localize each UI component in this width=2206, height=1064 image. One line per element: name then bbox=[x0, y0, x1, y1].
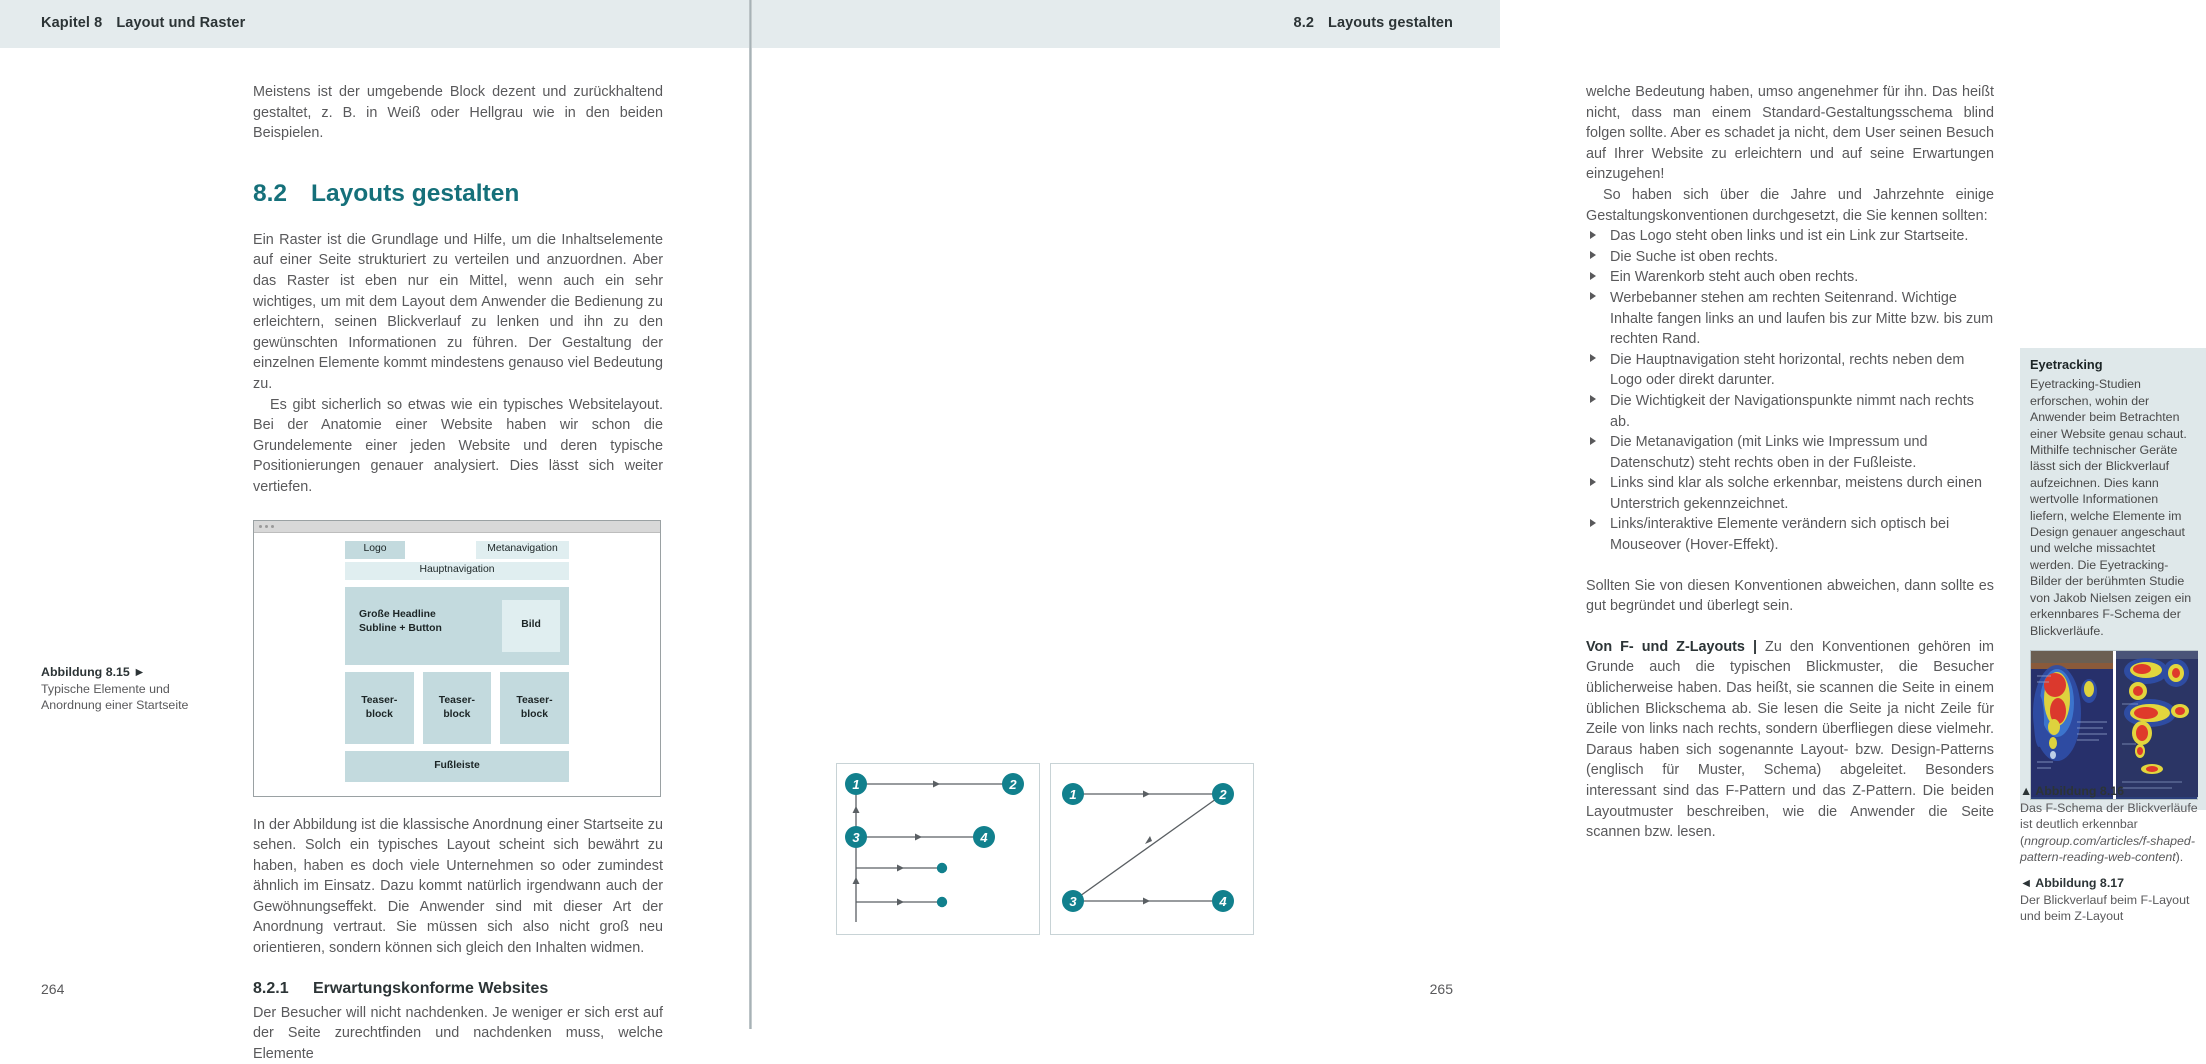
left-paragraph-2: Es gibt sicherlich so etwas wie ein typisches Websitelayout. Bei der Anatomie einer Website haben wir schon die Grundelemente einer jeden Website und deren typische Positionierungen genauer analysiert. Dies lässt sich weiter vertiefen. bbox=[253, 396, 663, 495]
svg-text:3: 3 bbox=[1069, 894, 1077, 909]
list-item bbox=[1586, 473, 1994, 514]
bullet-triangle-icon bbox=[1590, 272, 1596, 280]
mockup-footer-block: Fußleiste bbox=[345, 751, 569, 782]
list-item-label: Die Suche ist oben rechts. bbox=[1610, 248, 1778, 265]
left-page-number: 264 bbox=[41, 981, 65, 997]
window-dot-icon bbox=[265, 525, 268, 528]
mockup-teaser-3-text bbox=[516, 694, 552, 721]
eyetracking-heatmap-image bbox=[2030, 650, 2198, 800]
list-item bbox=[1586, 350, 1994, 391]
list-item-label: Das Logo steht oben links und ist ein Link zur Startseite. bbox=[1610, 228, 1969, 245]
svg-text:2: 2 bbox=[1009, 777, 1017, 792]
figure-8-17-caption bbox=[2020, 875, 2206, 925]
browser-mockup bbox=[253, 520, 661, 797]
left-running-head-text bbox=[41, 15, 245, 31]
mockup-logo-block: Logo bbox=[345, 541, 405, 559]
f-pattern-end-dot bbox=[937, 863, 947, 873]
list-item bbox=[1586, 247, 1994, 268]
left-running-head bbox=[0, 0, 750, 48]
subsection-heading-number: 8.2.1 bbox=[253, 979, 289, 997]
figure-8-15-caption-text: Typische Elemente und Anordnung einer Startseite bbox=[41, 681, 189, 712]
mockup-header-row bbox=[345, 541, 569, 559]
f-pattern-end-dot bbox=[937, 897, 947, 907]
figure-8-15-caption bbox=[41, 664, 227, 714]
mockup-teaser-1-line2: block bbox=[365, 708, 393, 720]
left-running-head-chapter: Kapitel 8 bbox=[41, 15, 103, 31]
figure-8-16-caption-before: Das F-Schema der Blickverläufe ist deutlich erkennbar ( bbox=[2020, 800, 2198, 848]
figure-8-16-caption-source: nngroup.com/articles/f-shaped-pattern-reading-web-content bbox=[2020, 833, 2195, 864]
bullet-triangle-icon bbox=[1590, 251, 1596, 259]
section-heading-number: 8.2 bbox=[253, 179, 288, 207]
figure-8-17-caption-text: Der Blickverlauf beim F-Layout und beim Z-Layout bbox=[2020, 892, 2190, 923]
figure-8-16-caption-after: ). bbox=[2175, 850, 2184, 864]
right-running-head-text bbox=[1294, 15, 1453, 31]
f-pattern-marker-3 bbox=[845, 826, 867, 848]
svg-text:3: 3 bbox=[852, 830, 860, 845]
svg-text:4: 4 bbox=[1219, 894, 1227, 909]
mockup-hero-block bbox=[345, 587, 569, 665]
mockup-hero-image-block: Bild bbox=[502, 600, 560, 652]
f-pattern-marker-4 bbox=[973, 826, 995, 848]
bullet-triangle-icon bbox=[1590, 519, 1596, 527]
left-intro-paragraph: Meistens ist der umgebende Block dezent und zurückhaltend gestaltet, z. B. in Weiß oder Hellgrau wie in den beiden Beispielen. bbox=[253, 84, 663, 142]
list-item bbox=[1586, 288, 1994, 350]
mockup-hero-text bbox=[359, 608, 442, 637]
z-pattern-diagram bbox=[1050, 763, 1254, 935]
bullet-triangle-icon bbox=[1590, 292, 1596, 300]
mockup-teaser-2-line1: Teaser- bbox=[438, 695, 475, 706]
left-paragraph-4: Der Besucher will nicht nachdenken. Je weniger er sich erst auf der Seite zurechtfinden und nachdenken muss, welche Elemente bbox=[253, 1004, 663, 1062]
z-pattern-svg bbox=[1051, 764, 1253, 934]
z-pattern-marker-3 bbox=[1062, 890, 1084, 912]
mockup-teaser-2-line2: block bbox=[443, 708, 471, 720]
list-item bbox=[1586, 391, 1994, 432]
mockup-teaser-1-line1: Teaser- bbox=[361, 695, 398, 706]
right-text-column bbox=[1586, 82, 1994, 843]
list-item-label: Die Hauptnavigation steht horizontal, rechts neben dem Logo oder direkt darunter. bbox=[1610, 351, 1965, 389]
subsection-heading-8-2-1 bbox=[253, 979, 663, 999]
right-running-head-title: Layouts gestalten bbox=[1328, 15, 1453, 31]
bullet-triangle-icon bbox=[1590, 437, 1596, 445]
right-paragraph-3: Sollten Sie von diesen Konventionen abweichen, dann sollte es gut begründet und überlegt sein. bbox=[1586, 577, 1994, 615]
spacer bbox=[1586, 617, 1994, 637]
figure-8-17-caption-title: ◄ Abbildung 8.17 bbox=[2020, 876, 2125, 890]
bullet-triangle-icon bbox=[1590, 478, 1596, 486]
window-dot-icon bbox=[271, 525, 274, 528]
mockup-teaser-row bbox=[345, 672, 569, 744]
f-pattern-marker-2 bbox=[1002, 773, 1024, 795]
section-heading-8-2 bbox=[253, 180, 663, 208]
list-item-label: Die Wichtigkeit der Navigationspunkte nimmt nach rechts ab. bbox=[1610, 392, 1974, 430]
left-text-column bbox=[253, 82, 663, 1064]
f-pattern-marker-1 bbox=[845, 773, 867, 795]
mockup-teaser-3-line1: Teaser- bbox=[516, 695, 553, 706]
mockup-teaser-3-line2: block bbox=[520, 708, 549, 720]
list-item-label: Die Metanavigation (mit Links wie Impressum und Datenschutz) steht rechts oben in der Fußleiste. bbox=[1610, 434, 1928, 471]
mockup-teaser-block-3 bbox=[500, 672, 569, 744]
right-running-head bbox=[750, 0, 1500, 48]
list-item bbox=[1586, 267, 1994, 288]
left-paragraph-1: Ein Raster ist die Grundlage und Hilfe, um die Inhaltselemente auf einer Seite strukturiert zu verteilen und anzuordnen. Aber das Raster ist eben nur ein Mittel, wenn auch ein sehr wichtiges, um mit dem Layout dem Anwender die Bedienung zu erleichtern, seinen Blickverlauf zu lenken und ihn zu den gewünschten Informationen zu führen. Der Gestaltung der einzelnen Elemente kommt mindestens genauso viel Bedeutung zu. bbox=[253, 231, 663, 392]
list-item bbox=[1586, 514, 1994, 555]
left-running-head-title: Layout und Raster bbox=[116, 15, 246, 31]
mockup-teaser-1-text bbox=[361, 694, 397, 721]
svg-text:1: 1 bbox=[852, 777, 860, 792]
right-paragraph-4-body: Zu den Konventionen gehören im Grunde auch die typischen Blickmuster, die Besucher üblicherweise haben. Das heißt, sie scannen die Seite in einem üblichen Blickschema ab. Sie lesen die Seite ja nicht Zeile für Zeile von links nach rechts, sondern überfliegen diese vielmehr. Daraus haben sich sogenannte Layout- bzw. Design-Patterns (englisch für Muster, Schema) abgeleitet. Besonders interessant sind das F-Pattern und das Z-Pattern. Die beiden Layoutmuster beschreiben, wie die Anwender die Seite scannen bzw. lesen. bbox=[1586, 638, 1994, 841]
conventions-bullet-list bbox=[1586, 226, 1994, 556]
mockup-hero-subline: Subline + Button bbox=[359, 623, 442, 634]
mockup-teaser-2-text bbox=[439, 694, 475, 721]
mockup-hauptnavigation-block: Hauptnavigation bbox=[345, 562, 569, 580]
heatmap-right-panel bbox=[2113, 651, 2198, 799]
browser-titlebar bbox=[254, 521, 660, 533]
svg-text:1: 1 bbox=[1069, 787, 1077, 802]
mockup-teaser-block-2 bbox=[423, 672, 492, 744]
figure-8-16-caption-title: ▲ Abbildung 8.16 bbox=[2020, 784, 2125, 798]
figure-8-15-caption-title: Abbildung 8.15 ► bbox=[41, 665, 146, 679]
svg-text:2: 2 bbox=[1219, 787, 1227, 802]
f-pattern-diagram bbox=[836, 763, 1040, 935]
svg-text:4: 4 bbox=[980, 830, 988, 845]
list-item bbox=[1586, 432, 1994, 473]
browser-viewport bbox=[254, 533, 660, 782]
eyetracking-sidebar-text: Eyetracking-Studien erforschen, wohin der Anwender beim Betrachten einer Website genau schaut. Mithilfe technischer Geräte lässt sich der Blickverlauf aufzeichnen. Dies kann wertvolle Informationen liefern, welche Elemente im Design genauer angeschaut und welche missachtet werden. Die Eyetracking-Bilder der berühmten Studie von Jakob Nielsen zeigen ein erkennbares F-Schema der Blickverläufe. bbox=[2030, 377, 2192, 638]
subsection-heading-title: Erwartungskonforme Websites bbox=[313, 979, 549, 997]
figure-8-15 bbox=[253, 520, 663, 797]
window-dot-icon bbox=[259, 525, 262, 528]
z-pattern-marker-2 bbox=[1212, 783, 1234, 805]
figure-8-17 bbox=[836, 763, 1254, 935]
right-running-head-number: 8.2 bbox=[1293, 15, 1315, 31]
bullet-triangle-icon bbox=[1590, 231, 1596, 239]
heatmap-left-svg bbox=[2031, 651, 2113, 797]
list-item-label: Ein Warenkorb steht auch oben rechts. bbox=[1610, 269, 1859, 286]
eyetracking-sidebar bbox=[2020, 348, 2206, 810]
list-item-label: Links sind klar als solche erkennbar, meistens durch einen Unterstrich gekennzeichnet. bbox=[1610, 475, 1982, 512]
mockup-hero-headline: Große Headline bbox=[359, 608, 436, 620]
spacer bbox=[1586, 556, 1994, 576]
spacer bbox=[253, 959, 663, 979]
list-item-label: Werbebanner stehen am rechten Seitenrand. Wichtige Inhalte fangen links an und laufen bis zur Mitte bzw. bis zum rechten Rand. bbox=[1610, 289, 1994, 348]
mockup-metanavigation-block: Metanavigation bbox=[476, 541, 569, 559]
heatmap-left-panel bbox=[2031, 651, 2113, 799]
bullet-triangle-icon bbox=[1590, 354, 1596, 362]
mockup-header-spacer bbox=[405, 541, 476, 559]
list-item-label: Links/interaktive Elemente verändern sich optisch bei Mouseover (Hover-Effekt). bbox=[1610, 516, 1950, 554]
list-item bbox=[1586, 226, 1994, 247]
right-page-number: 265 bbox=[1429, 981, 1453, 997]
bullet-triangle-icon bbox=[1590, 395, 1596, 403]
mockup-teaser-block-1 bbox=[345, 672, 414, 744]
heatmap-right-svg bbox=[2116, 651, 2198, 797]
z-pattern-marker-1 bbox=[1062, 783, 1084, 805]
figure-8-16-caption bbox=[2020, 783, 2206, 866]
f-pattern-svg bbox=[837, 764, 1039, 934]
section-heading-title: Layouts gestalten bbox=[311, 179, 520, 207]
page-gutter bbox=[749, 0, 752, 1029]
eyetracking-sidebar-title: Eyetracking bbox=[2030, 357, 2103, 372]
runin-heading: Von F- und Z-Layouts | bbox=[1586, 638, 1757, 655]
right-paragraph-4 bbox=[1586, 637, 1994, 843]
z-pattern-marker-4 bbox=[1212, 890, 1234, 912]
left-page bbox=[0, 0, 750, 1062]
left-paragraph-3: In der Abbildung ist die klassische Anordnung einer Startseite zu sehen. Solch ein typisches Layout scheint sich bewährt zu haben, haben es doch viele Unternehmen so oder zumindest ähnlich im Einsatz. Dazu kommt natürlich irgendwann auch der Gewöhnungseffekt. Die Anwender sind mit dieser Art der Anordnung vertraut. Sie müssen sich also nicht groß neu orientieren, sondern können sich gleich den Inhalten widmen. bbox=[253, 816, 663, 957]
right-paragraph-2: So haben sich über die Jahre und Jahrzehnte einige Gestaltungskonventionen durchgesetzt, die Sie kennen sollten: bbox=[1586, 186, 1994, 224]
mockup-sheet bbox=[345, 541, 569, 782]
right-paragraph-1: welche Bedeutung haben, umso angenehmer für ihn. Das heißt nicht, dass man einem Standard-Gestaltungsschema blind folgen sollte. Aber es schadet ja nicht, dem User seinen Besuch auf Ihrer Website zu erleichtern und auf seine Erwartungen einzugehen! bbox=[1586, 84, 1994, 183]
